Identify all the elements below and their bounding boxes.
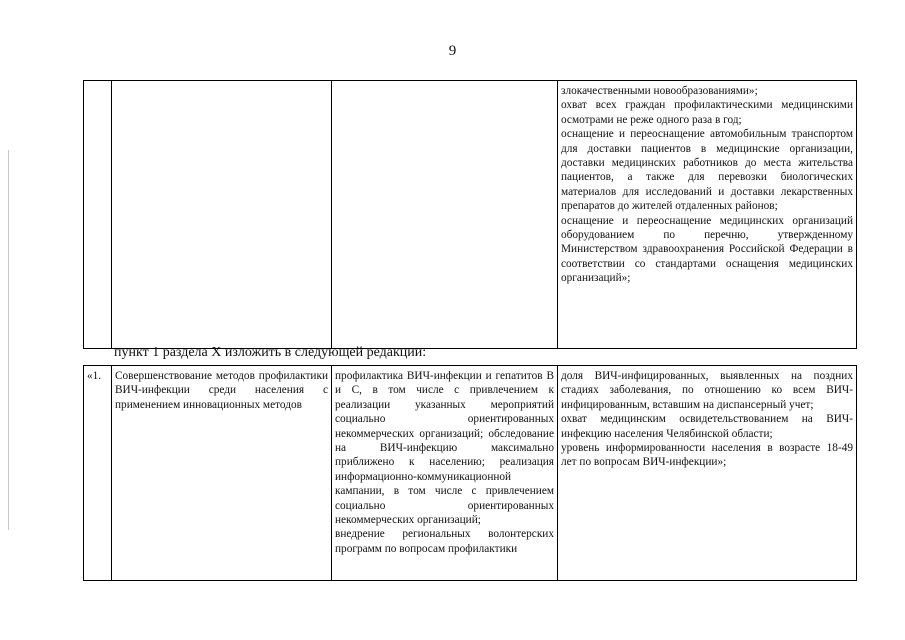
amendment-instruction: пункт 1 раздела X изложить в следующей редакции: [114,345,427,360]
table-cell-number: «1. [84,366,112,581]
table-cell-measures [332,366,558,581]
table-cell-number [84,81,112,349]
text-paragraph: охват всех граждан профилактическими медицинскими осмотрами не реже одного раза в год; [561,99,853,126]
text-paragraph: Совершенствование методов профилактики ВИЧ-инфекции среди населения с применением инновационных методов [115,370,328,411]
table-cell-measures [332,81,558,349]
table-row [84,81,857,349]
table-row [84,366,857,581]
table-cell-indicators [558,81,857,349]
text-paragraph: профилактика ВИЧ-инфекции и гепатитов В и С, в том числе с привлечением к реализации указанных мероприятий социально ориентированных некоммерческих организаций; обследование на ВИЧ-инфекцию максимально приближено к населению; реализация информационно-коммуникационной кампании, в том числе с привлечением социально ориентированных некоммерческих организаций; [335,370,554,527]
table-cell-indicators [558,366,857,581]
text-paragraph: оснащение и переоснащение автомобильным транспортом для доставки пациентов в медицинские организации, доставки медицинских работников до места жительства пациентов, а также для перевозки биологических материалов для исследований и доставки лекарственных препаратов до жителей отдаленных районов; [561,128,853,213]
text-paragraph: охват медицинским освидетельствованием на ВИЧ-инфекцию населения Челябинской области; [561,413,853,440]
table-cell-task [112,81,332,349]
scan-edge-line [8,150,9,530]
text-paragraph: внедрение региональных волонтерских программ по вопросам профилактики [335,528,554,555]
text-paragraph: злокачественными новообразованиями»; [561,85,758,97]
page-number: 9 [448,43,457,59]
table-continuation [83,80,857,349]
table-section-x [83,365,857,581]
text-paragraph: доля ВИЧ-инфицированных, выявленных на поздних стадиях заболевания, по отношению ко всем ВИЧ-инфицированным, вставшим на диспансерный учет; [561,370,853,411]
table-cell-task [112,366,332,581]
text-paragraph: уровень информированности населения в возрасте 18-49 лет по вопросам ВИЧ-инфекции»; [561,442,853,469]
text-paragraph: оснащение и переоснащение медицинских организаций оборудованием по перечню, утвержденному Министерством здравоохранения Российской Федерации в соответствии со стандартами оснащения медицинских организаций»; [561,214,853,285]
